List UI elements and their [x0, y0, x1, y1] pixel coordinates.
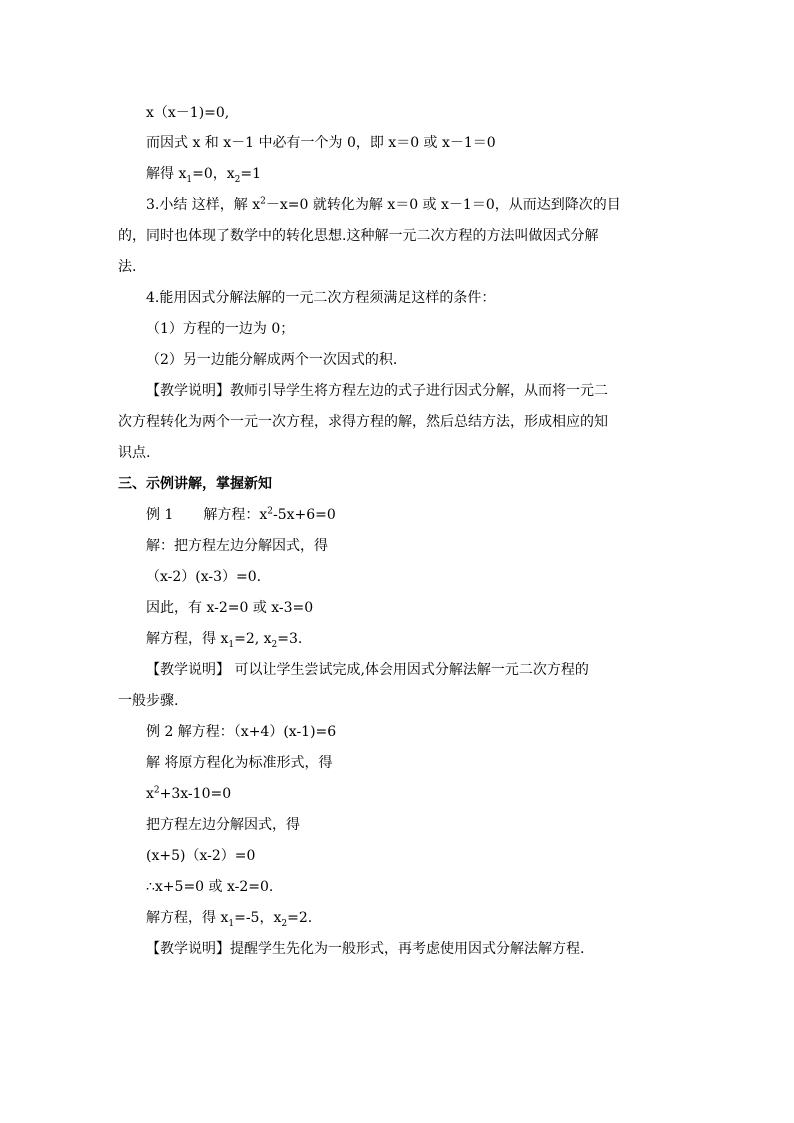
example-1-step-3: 因此，有 x-2=0 或 x-3=0	[146, 600, 314, 616]
example-1-equation-b: -5x+6=0	[273, 507, 336, 523]
conditions-intro: 4.能用因式分解法解的一元二次方程须满足这样的条件：	[146, 290, 496, 306]
example-2-title: 例 2 解方程：（x+4）(x-1)=6	[146, 724, 337, 740]
example-1-step-4-c: =3.	[277, 631, 303, 647]
example-2-step-6-b: =-5，x	[234, 910, 282, 926]
example-2-step-6-c: =2.	[287, 910, 313, 926]
example-2-step-2	[146, 784, 706, 804]
teaching-note-line-1: 【教学说明】教师引导学生将方程左边的式子进行因式分解，从而将一元二	[146, 383, 608, 399]
example-1-step-1: 解：把方程左边分解因式，得	[146, 538, 328, 554]
example-1-step-4-a: 解方程，得 x	[146, 631, 229, 647]
example-1-title	[146, 505, 706, 525]
example-1-step-2: （x-2）(x-3）=0.	[146, 569, 262, 585]
superscript-2: 2	[267, 506, 273, 517]
teaching-note-line-2: 次方程转化为两个一元一次方程，求得方程的解，然后总结方法，形成相应的知	[118, 414, 608, 430]
solution-line	[146, 164, 706, 184]
example-1-note-line-2: 一般步骤.	[118, 693, 179, 709]
example-2-note: 【教学说明】提醒学生先化为一般形式，再考虑使用因式分解法解方程.	[146, 941, 585, 957]
solution-text-b: =0，x	[192, 166, 235, 182]
subscript-2: 2	[271, 639, 278, 650]
subscript-1: 1	[228, 918, 235, 929]
example-2-step-3: 把方程左边分解因式，得	[146, 817, 300, 833]
example-1-note-line-1: 【教学说明】 可以让学生尝试完成,体会用因式分解法解一元二次方程的	[146, 662, 589, 678]
example-2-step-1: 解 将原方程化为标准形式，得	[146, 755, 333, 771]
subscript-2: 2	[281, 918, 288, 929]
condition-2: （2）另一边能分解成两个一次因式的积.	[146, 352, 398, 368]
summary-item-3-line-1	[146, 195, 706, 215]
example-2-step-6	[146, 908, 706, 928]
subscript-1: 1	[228, 639, 235, 650]
example-2-step-2-b: +3x-10=0	[159, 786, 232, 802]
section-heading: 三、示例讲解，掌握新知	[118, 476, 272, 492]
example-2-step-5: ∴x+5=0 或 x-2=0.	[146, 879, 274, 895]
condition-1: （1）方程的一边为 0；	[146, 321, 295, 337]
summary-item-3-line-2: 的，同时也体现了数学中的转化思想.这种解一元二次方程的方法叫做因式分解	[118, 228, 599, 244]
example-1-step-4	[146, 629, 706, 649]
example-1-label: 例 1	[146, 507, 174, 523]
summary-item-3-line-3: 法.	[118, 259, 137, 275]
factor-statement: 而因式 x 和 x－1 中必有一个为 0，即 x＝0 或 x－1＝0	[146, 135, 496, 151]
solution-text-c: =1	[240, 166, 262, 182]
equation-product: x（x－1)=0,	[146, 105, 230, 121]
superscript-2: 2	[153, 785, 160, 796]
subscript-2: 2	[234, 174, 241, 185]
example-2-step-2-a: x	[146, 786, 154, 802]
example-2-step-6-a: 解方程，得 x	[146, 910, 229, 926]
solution-text-a: 解得 x	[146, 166, 187, 182]
summary-text-b: －x=0 就转化为解 x＝0 或 x－1＝0，从而达到降次的目	[265, 197, 621, 213]
summary-text-a: 3.小结 这样，解 x	[146, 197, 261, 213]
subscript-1: 1	[186, 174, 193, 185]
example-1-step-4-b: =2, x	[234, 631, 272, 647]
example-1-equation-a: 解方程：x	[203, 507, 268, 523]
superscript-2: 2	[260, 196, 266, 207]
example-2-step-4: (x+5)（x-2）=0	[146, 848, 256, 864]
teaching-note-line-3: 识点.	[118, 445, 151, 461]
